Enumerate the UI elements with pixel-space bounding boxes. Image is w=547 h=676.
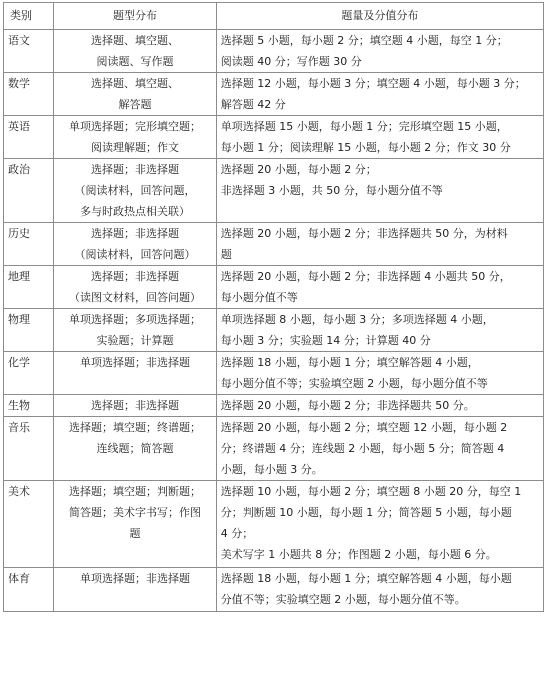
question-types-line: （读图文材料，回答问题） [69,291,202,304]
question-types-cell [54,568,217,612]
question-types-line: （阅读材料，回答问题， [74,184,196,197]
question-types-line: 选择题；非选择题 [91,270,180,283]
score-distribution-line: 每小题分值不等；实验填空题 2 小题，每小题分值不等 [220,377,488,390]
table-body [4,30,544,612]
question-types-cell [54,481,217,568]
category-cell: 地理 [4,266,54,309]
header-score-distribution: 题量及分值分布 [216,3,543,30]
score-distribution-cell [216,73,543,116]
score-distribution-line: 分；判断题 10 小题，每小题 1 分；简答题 5 小题，每小题 [220,506,512,519]
score-distribution-line: 分值不等；实验填空题 2 小题，每小题分值不等。 [220,593,466,606]
question-types-line: 选择题；填空题；判断题； [69,485,202,498]
category-cell: 生物 [4,395,54,417]
score-distribution-line: 选择题 12 小题，每小题 3 分；填空题 4 小题，每小题 3 分； [220,77,526,90]
table-row [4,352,544,395]
score-distribution-line: 阅读题 40 分；写作题 30 分 [220,55,362,68]
category-cell: 化学 [4,352,54,395]
question-types-line: 选择题；非选择题 [91,163,180,176]
score-distribution-cell [216,30,543,73]
question-types-line: 连线题；简答题 [96,442,174,455]
table-row [4,481,544,568]
score-distribution-cell [216,309,543,352]
table-row [4,223,544,266]
question-types-cell [54,30,217,73]
score-distribution-line: 小题，每小题 3 分。 [220,463,323,476]
score-distribution-cell [216,223,543,266]
score-distribution-line: 解答题 42 分 [220,98,286,111]
score-distribution-cell [216,266,543,309]
question-types-cell [54,395,217,417]
score-distribution-cell [216,159,543,223]
question-types-cell [54,159,217,223]
table-row [4,309,544,352]
category-cell: 美术 [4,481,54,568]
question-types-line: 选择题；填空题；终谱题； [69,421,202,434]
score-distribution-cell [216,395,543,417]
score-distribution-cell [216,568,543,612]
question-types-cell [54,116,217,159]
score-distribution-line: 选择题 20 小题，每小题 2 分；填空题 12 小题，每小题 2 [220,421,508,434]
score-distribution-line: 选择题 10 小题，每小题 2 分；填空题 8 小题 20 分，每空 1 [220,485,522,498]
table-row [4,116,544,159]
subject-score-table [3,2,544,612]
score-distribution-line: 分；终谱题 4 分；连线题 2 小题，每小题 5 分；简答题 4 [220,442,505,455]
category-cell: 音乐 [4,417,54,481]
table-row [4,30,544,73]
table-row [4,417,544,481]
score-distribution-line: 题 [220,248,232,261]
question-types-cell [54,266,217,309]
question-types-line: 单项选择题；非选择题 [80,356,191,369]
question-types-line: 阅读理解题；作文 [91,141,180,154]
score-distribution-line: 每小题 1 分；阅读理解 15 小题，每小题 2 分；作文 30 分 [220,141,511,154]
question-types-line: 解答题 [118,98,152,111]
table-row [4,568,544,612]
category-cell: 体育 [4,568,54,612]
score-distribution-line: 选择题 20 小题，每小题 2 分；非选择题 4 小题共 50 分， [220,270,511,283]
score-distribution-line: 非选择题 3 小题，共 50 分，每小题分值不等 [220,184,443,197]
score-distribution-line: 选择题 18 小题，每小题 1 分；填空解答题 4 小题， [220,356,479,369]
question-types-line: 实验题；计算题 [96,334,174,347]
question-types-line: 选择题、填空题、 [91,77,180,90]
question-types-cell [54,417,217,481]
question-types-cell [54,223,217,266]
question-types-line: （阅读材料，回答问题） [74,248,196,261]
question-types-cell [54,352,217,395]
question-types-line: 单项选择题；多项选择题； [69,313,202,326]
header-category: 类别 [4,3,54,30]
question-types-cell [54,309,217,352]
score-distribution-line: 每小题 3 分；实验题 14 分；计算题 40 分 [220,334,431,347]
score-distribution-line: 选择题 5 小题，每小题 2 分；填空题 4 小题，每空 1 分； [220,34,508,47]
table-row [4,159,544,223]
score-distribution-line: 单项选择题 15 小题，每小题 1 分；完形填空题 15 小题， [220,120,508,133]
question-types-line: 简答题；美术字书写；作图 [69,506,202,519]
score-distribution-line: 每小题分值不等 [220,291,298,304]
score-distribution-line: 选择题 20 小题，每小题 2 分；非选择题共 50 分。 [220,399,475,412]
question-types-line: 单项选择题；非选择题 [80,572,191,585]
score-distribution-line: 选择题 20 小题，每小题 2 分；非选择题共 50 分，为材料 [220,227,508,240]
table-row [4,395,544,417]
category-cell: 英语 [4,116,54,159]
table-row [4,266,544,309]
score-distribution-line: 单项选择题 8 小题，每小题 3 分；多项选择题 4 小题， [220,313,494,326]
question-types-line: 选择题、填空题、 [91,34,180,47]
score-distribution-line: 4 分； [220,527,254,540]
question-types-line: 单项选择题；完形填空题； [69,120,202,133]
score-distribution-line: 选择题 20 小题，每小题 2 分； [220,163,377,176]
category-cell: 数学 [4,73,54,116]
question-types-line: 选择题；非选择题 [91,227,180,240]
question-types-line: 选择题；非选择题 [91,399,180,412]
score-distribution-cell [216,116,543,159]
question-types-line: 题 [129,527,141,540]
score-distribution-cell [216,417,543,481]
score-distribution-cell [216,481,543,568]
table-row [4,73,544,116]
category-cell: 物理 [4,309,54,352]
question-types-cell [54,73,217,116]
category-cell: 政治 [4,159,54,223]
question-types-line: 阅读题、写作题 [96,55,174,68]
question-types-line: 多与时政热点相关联） [80,205,191,218]
category-cell: 历史 [4,223,54,266]
score-distribution-cell [216,352,543,395]
header-question-types: 题型分布 [54,3,217,30]
table-header-row [4,3,544,30]
score-distribution-line: 选择题 18 小题，每小题 1 分；填空解答题 4 小题，每小题 [220,572,512,585]
category-cell: 语文 [4,30,54,73]
score-distribution-line: 美术写字 1 小题共 8 分；作图题 2 小题，每小题 6 分。 [220,548,497,561]
